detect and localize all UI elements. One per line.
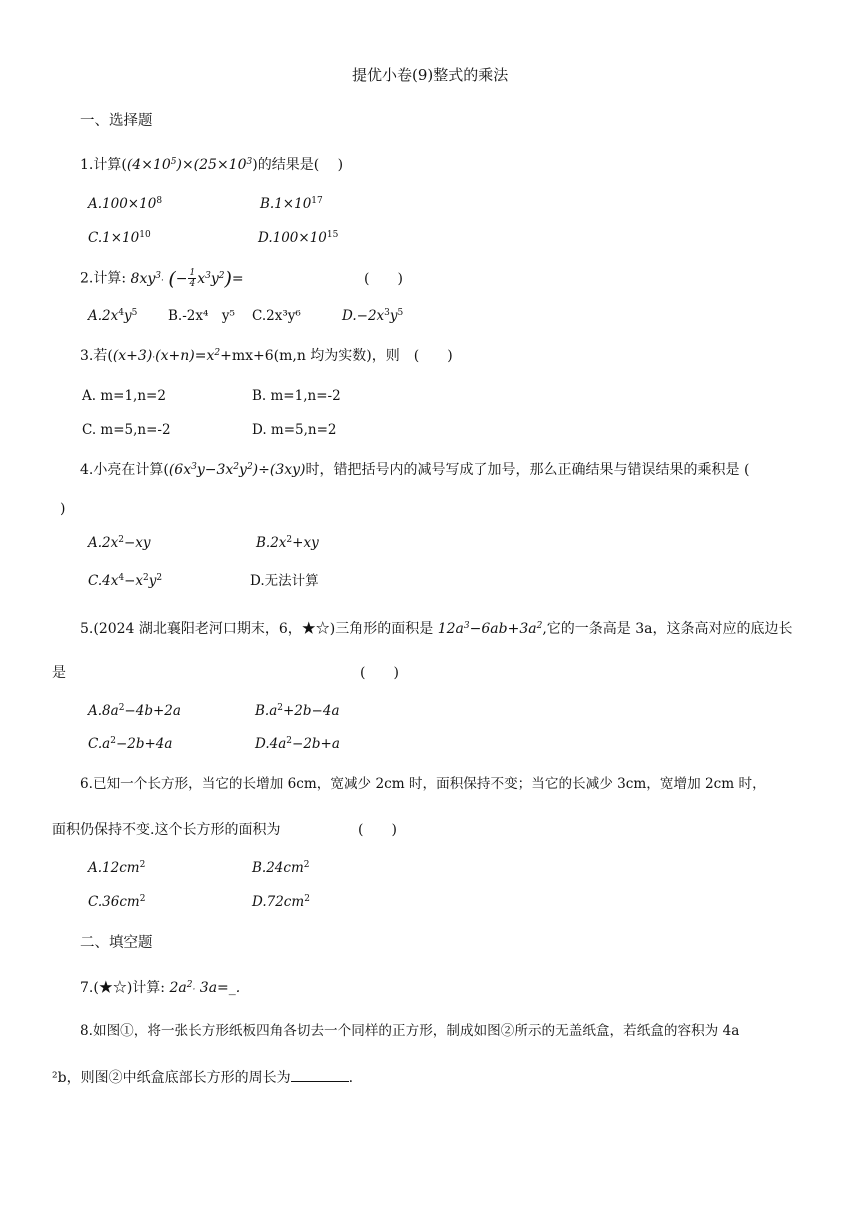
q1-option-a: $A.100\times 10^8$ xyxy=(88,196,163,212)
q4-option-c: $C.4x^4-x^2y^2$ xyxy=(88,573,163,589)
q6-stem-tail: 面积仍保持不变.这个长方形的面积为 xyxy=(52,822,281,838)
q2-answer-blank: ( ) xyxy=(364,271,403,287)
q5-option-d: $D.4a^2-2b+a$ xyxy=(255,736,340,752)
question-1: 1.计算($(4\times 10^5)\times(25\times 10^3)$的结果是( ) xyxy=(80,157,344,173)
q4-option-b: $B.2x^2+xy$ xyxy=(256,535,319,551)
q8-stem-tail: ²b，则图②中纸盒底部长方形的周长为 . xyxy=(52,1070,354,1086)
question-4: 4.小亮在计算($(6x^3y-3x^2y^2)\div(3xy)$时，错把括号内的减号写成了加号，那么正确结果与错误结果的乘积是 ( xyxy=(80,462,750,478)
q3-option-a: A. m=1,n=2 xyxy=(82,388,166,404)
q6-answer-blank: ( ) xyxy=(358,822,397,838)
q2-math: $8xy^3\cdot$ (− $\frac{1}{4}$ $x^3y^2)=$ xyxy=(130,267,244,290)
q4-option-d: D.无法计算 xyxy=(250,573,319,589)
q1-math: $(4\times 10^5)\times(25\times 10^3$ xyxy=(126,157,253,173)
question-8: 8.如图①，将一张长方形纸板四角各切去一个同样的正方形，制成如图②所示的无盖纸盒，若纸盒的容积为 4a xyxy=(80,1023,740,1039)
q4-stem-close: ) xyxy=(60,501,66,517)
question-7: 7.(★☆)计算: $2a^2\cdot$ 3a=_. xyxy=(80,980,241,996)
q2-option-d: $D.-2x^3y^5$ xyxy=(342,308,404,324)
q5-stem-tail: 是 xyxy=(52,665,66,681)
q2-option-a: $A.2x^4y^5$ xyxy=(88,308,138,324)
q1-stem: 1.计算( xyxy=(80,157,127,173)
section-heading-choice: 一、选择题 xyxy=(80,113,153,129)
question-5: 5.(2024 湖北襄阳老河口期末，6，★☆)三角形的面积是 $12a^3-6ab+3a^2$,它的一条高是 3a，这条高对应的底边长 xyxy=(80,621,793,637)
q1-option-b: $B.1\times 10^{17}$ xyxy=(260,196,323,212)
fraction: $\frac{1}{4}$ xyxy=(189,268,196,289)
q5-option-a: $A.8a^2-4b+2a$ xyxy=(88,703,181,719)
q6-option-b: $B.24cm^2$ xyxy=(252,860,310,876)
q1-option-c: $C.1\times 10^{10}$ xyxy=(88,230,151,246)
q2-option-b: B.-2x⁴ y⁵ xyxy=(168,308,235,324)
question-2: 2.计算: $8xy^3\cdot$ (− $\frac{1}{4}$ $x^3y^2)=$ xyxy=(80,267,244,290)
page-title: 提优小卷(9)整式的乘法 xyxy=(352,66,509,84)
question-6: 6.已知一个长方形，当它的长增加 6cm，宽减少 2cm 时，面积保持不变；当它的长减少 3cm，宽增加 2cm 时， xyxy=(80,776,766,792)
q5-answer-blank: ( ) xyxy=(360,665,399,681)
section-heading-fill: 二、填空题 xyxy=(80,935,153,951)
q6-option-c: $C.36cm^2$ xyxy=(88,894,146,910)
answer-blank-line[interactable] xyxy=(291,1069,349,1082)
q6-option-a: $A.12cm^2$ xyxy=(88,860,146,876)
q3-option-c: C. m=5,n=-2 xyxy=(82,422,171,438)
q1-option-d: $D.100\times 10^{15}$ xyxy=(258,230,339,246)
q3-option-d: D. m=5,n=2 xyxy=(252,422,337,438)
q6-option-d: $D.72cm^2$ xyxy=(252,894,310,910)
q3-option-b: B. m=1,n=-2 xyxy=(252,388,341,404)
q4-option-a: $A.2x^2-xy$ xyxy=(88,535,151,551)
q5-option-c: $C.a^2-2b+4a$ xyxy=(88,736,173,752)
q2-option-c: C.2x³y⁶ xyxy=(252,308,301,324)
q5-option-b: $B.a^2+2b-4a$ xyxy=(255,703,340,719)
question-3: 3.若($(x+3)\cdot(x+n)=x^2+mx+6(m,n$ 均为实数)，则 ( ) xyxy=(80,348,453,364)
